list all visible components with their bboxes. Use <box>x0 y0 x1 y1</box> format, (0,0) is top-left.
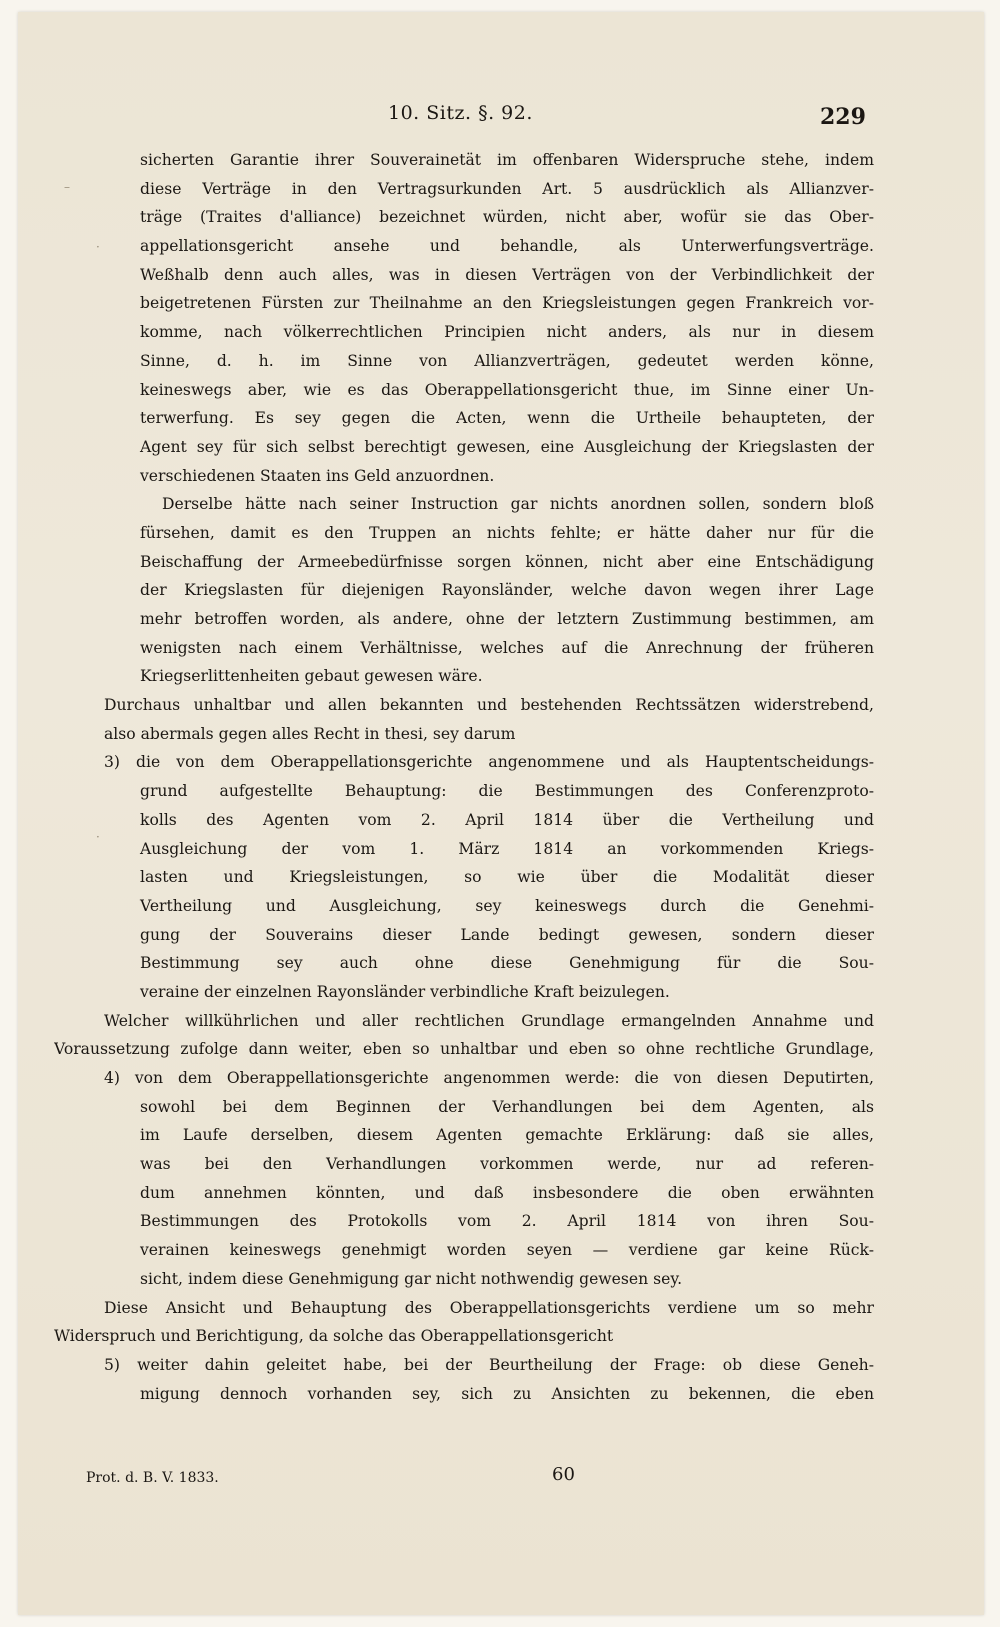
text-line: Beischaffung der Armeebedürfnisse sorgen können, nicht aber eine Entschädigung <box>140 552 874 571</box>
text-line: Vertheilung und Ausgleichung, sey keineswegs durch die Genehmi- <box>140 896 874 915</box>
text-line: sicht, indem diese Genehmigung gar nicht nothwendig gewesen sey. <box>140 1269 683 1288</box>
page-number: 229 <box>820 104 866 130</box>
text-line: Diese Ansicht und Behauptung des Oberappellationsgerichts verdiene um so mehr <box>104 1298 874 1317</box>
text-line: komme, nach völkerrechtlichen Principien nicht anders, als nur in diesem <box>140 323 874 342</box>
text-line: lasten und Kriegsleistungen, so wie über die Modalität dieser <box>140 868 874 887</box>
printer-signature: Prot. d. B. V. 1833. <box>86 1470 219 1486</box>
text-line: migung dennoch vorhanden sey, sich zu Ansichten zu bekennen, die eben <box>140 1384 874 1403</box>
text-line: fürsehen, damit es den Truppen an nichts fehlte; er hätte daher nur für die <box>140 523 874 542</box>
text-line: träge (Traites d'alliance) bezeichnet würden, nicht aber, wofür sie das Ober- <box>140 208 874 227</box>
text-line: wenigsten nach einem Verhältnisse, welches auf die Anrechnung der früheren <box>140 638 874 657</box>
text-line: was bei den Verhandlungen vorkommen werde, nur ad referen- <box>140 1155 874 1174</box>
list-item-5: 5) weiter dahin geleitet habe, bei der Beurtheilung der Frage: ob diese Geneh- <box>104 1355 874 1374</box>
text-line: Ausgleichung der vom 1. März 1814 an vorkommenden Kriegs- <box>140 839 874 858</box>
text-line: Derselbe hätte nach seiner Instruction gar nichts anordnen sollen, sondern bloß <box>162 495 874 514</box>
page-header <box>0 98 1000 134</box>
sheet-number: 60 <box>552 1464 575 1485</box>
margin-mark: · <box>96 240 100 254</box>
text-line: Bestimmung sey auch ohne diese Genehmigung für die Sou- <box>140 954 874 973</box>
text-line: im Laufe derselben, diesem Agenten gemachte Erklärung: daß sie alles, <box>140 1126 874 1145</box>
text-line: keineswegs aber, wie es das Oberappellationsgericht thue, im Sinne einer Un- <box>140 380 874 399</box>
text-line: Widerspruch und Berichtigung, da solche das Oberappellationsgericht <box>54 1327 614 1346</box>
page-footer <box>86 1464 886 1500</box>
text-line: Agent sey für sich selbst berechtigt gewesen, eine Ausgleichung der Kriegslasten der <box>140 437 874 456</box>
text-line: verainen keineswegs genehmigt worden seyen — verdiene gar keine Rück- <box>140 1241 874 1260</box>
text-line: diese Verträge in den Vertragsurkunden Art. 5 ausdrücklich als Allianzver- <box>140 179 874 198</box>
list-item-4: 4) von dem Oberappellationsgerichte angenommen werde: die von diesen Deputirten, <box>104 1069 874 1087</box>
text-line: Weßhalb denn auch alles, was in diesen Verträgen von der Verbindlichkeit der <box>140 265 874 284</box>
text-line: grund aufgestellte Behauptung: die Bestimmungen des Conferenzproto- <box>140 782 874 801</box>
text-line: Kriegserlittenheiten gebaut gewesen wäre. <box>140 667 483 686</box>
text-line: also abermals gegen alles Recht in thesi, sey darum <box>104 724 516 743</box>
text-line: der Kriegslasten für diejenigen Rayonsländer, welche davon wegen ihrer Lage <box>140 581 874 600</box>
running-title: 10. Sitz. §. 92. <box>388 102 533 124</box>
list-item-3: 3) die von dem Oberappellationsgerichte angenommene und als Hauptentscheidungs- <box>104 753 874 772</box>
text-line: gung der Souverains dieser Lande bedingt gewesen, sondern dieser <box>140 925 874 944</box>
text-line: Welcher willkührlichen und aller rechtlichen Grundlage ermangelnden Annahme und <box>104 1011 874 1030</box>
text-line: Bestimmungen des Protokolls vom 2. April 1814 von ihren Sou- <box>140 1212 874 1231</box>
text-line: Voraussetzung zufolge dann weiter, eben so unhaltbar und eben so ohne rechtliche Grundlage, <box>54 1040 874 1059</box>
text-line: sowohl bei dem Beginnen der Verhandlungen bei dem Agenten, als <box>140 1097 874 1116</box>
text-line: Durchaus unhaltbar und allen bekannten und bestehenden Rechtssätzen widerstrebend, <box>104 696 874 715</box>
text-line: appellationsgericht ansehe und behandle, als Unterwerfungsverträge. <box>140 237 874 256</box>
text-body <box>54 146 874 1408</box>
text-line: verschiedenen Staaten ins Geld anzuordnen. <box>140 466 495 485</box>
text-line: terwerfung. Es sey gegen die Acten, wenn die Urtheile behaupteten, der <box>140 409 874 428</box>
text-line: dum annehmen könnten, und daß insbesondere die oben erwähnten <box>140 1183 874 1202</box>
text-line: veraine der einzelnen Rayonsländer verbindliche Kraft beizulegen. <box>140 982 670 1001</box>
text-line: sicherten Garantie ihrer Souverainetät im offenbaren Widerspruche stehe, indem <box>140 151 874 169</box>
margin-mark: – <box>64 180 70 194</box>
margin-mark: · <box>96 830 100 844</box>
text-line: beigetretenen Fürsten zur Theilnahme an den Kriegsleistungen gegen Frankreich vor- <box>140 294 874 313</box>
text-line: kolls des Agenten vom 2. April 1814 über die Vertheilung und <box>140 810 874 829</box>
text-line: mehr betroffen worden, als andere, ohne der letztern Zustimmung bestimmen, am <box>140 610 874 628</box>
text-line: Sinne, d. h. im Sinne von Allianzverträgen, gedeutet werden könne, <box>140 351 874 370</box>
